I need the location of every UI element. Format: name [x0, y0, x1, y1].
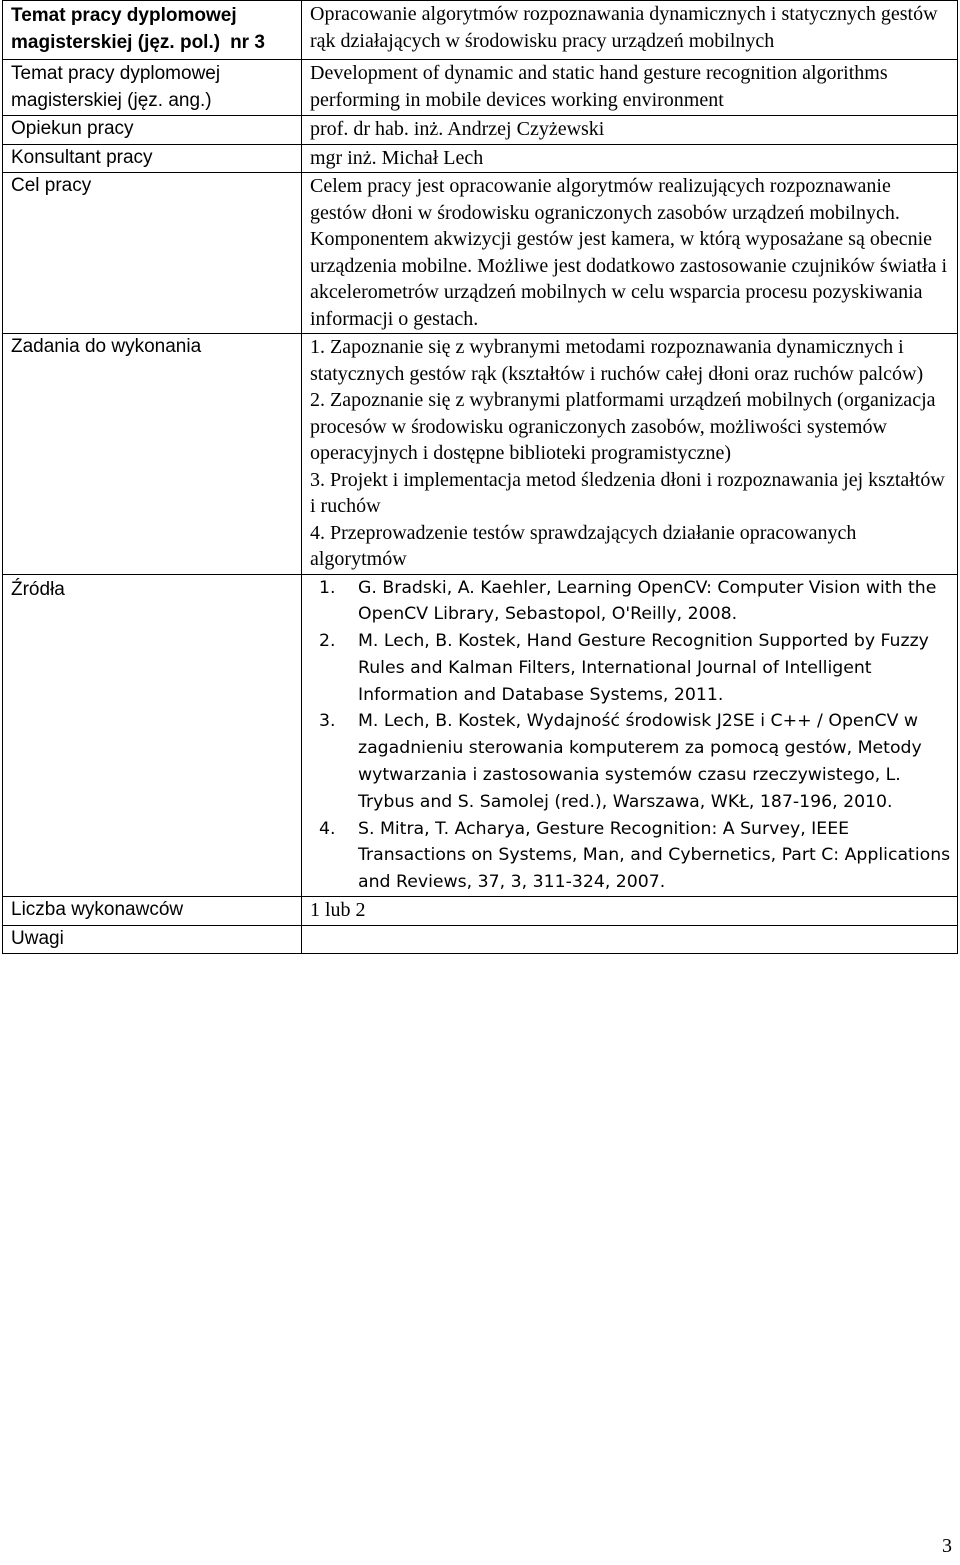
source-text: S. Mitra, T. Acharya, Gesture Recognition: A Survey, IEEE Transactions on Systems, Man, and Cybernetics, Part C: Applications and Reviews, 37, 3, 311-324, 2007.: [358, 818, 951, 893]
label-consultant: Konsultant pracy: [3, 144, 302, 173]
label-topic-en: Temat pracy dyplomowej magisterskiej (jęz. ang.): [3, 60, 302, 116]
source-text: M. Lech, B. Kostek, Wydajność środowisk J2SE i C++ / OpenCV w zagadnieniu sterowania komputerem za pomocą gestów, Metody wytwarzania i zastosowania systemów czasu rzeczywistego, L. Trybus and S. Samolej (red.), Warszawa, WKŁ, 187-196, 2010.: [358, 711, 922, 812]
label-tasks: Zadania do wykonania: [3, 334, 302, 575]
value-tasks: [302, 334, 958, 575]
task-item: 2. Zapoznanie się z wybranymi platformami urządzeń mobilnych (organizacja procesów w środowisku ograniczonych zasobów, możliwości systemów operacyjnych i dostępne biblioteki programistyczne): [310, 389, 936, 464]
row-authors-count: [3, 897, 958, 926]
source-text: G. Bradski, A. Kaehler, Learning OpenCV: Computer Vision with the OpenCV Library, Sebastopol, O'Reilly, 2008.: [358, 577, 937, 625]
source-number: 3.: [319, 711, 336, 732]
row-supervisor: [3, 116, 958, 145]
row-topic-pl: [3, 1, 958, 60]
label-authors-count: Liczba wykonawców: [3, 897, 302, 926]
label-goal: Cel pracy: [3, 173, 302, 334]
row-topic-en: [3, 60, 958, 116]
source-item: [310, 816, 951, 896]
value-supervisor: prof. dr hab. inż. Andrzej Czyżewski: [302, 116, 958, 145]
task-item: 3. Projekt i implementacja metod śledzenia dłoni i rozpoznawania jej kształtów i ruchów: [310, 468, 945, 517]
label-topic-pl: [3, 1, 302, 60]
label-notes: Uwagi: [3, 925, 302, 954]
value-goal: Celem pracy jest opracowanie algorytmów realizujących rozpoznawanie gestów dłoni w środowisku ograniczonych zasobów urządzeń mobilnych. Komponentem akwizycji gestów jest kamera, w którą wyposażane są obecnie urządzenia mobilne. Możliwe jest dodatkowo zastosowanie czujników światła i akcelerometrów urządzeń mobilnych w celu wsparcia procesu pozyskiwania informacji o gestach.: [302, 173, 958, 334]
row-tasks: [3, 334, 958, 575]
row-goal: [3, 173, 958, 334]
label-sources: Źródła: [3, 574, 302, 897]
source-number: 4.: [319, 818, 336, 839]
source-item: [310, 575, 951, 629]
value-consultant: mgr inż. Michał Lech: [302, 144, 958, 173]
label-topic-pl-text: Temat pracy dyplomowej magisterskiej (jęz. pol.): [11, 5, 237, 53]
row-consultant: [3, 144, 958, 173]
row-sources: [3, 574, 958, 897]
value-topic-en: Development of dynamic and static hand gesture recognition algorithms performing in mobile devices working environment: [302, 60, 958, 116]
value-notes: [302, 925, 958, 954]
value-sources: [302, 574, 958, 897]
label-supervisor: Opiekun pracy: [3, 116, 302, 145]
thesis-topic-table: [2, 0, 958, 954]
task-item: 4. Przeprowadzenie testów sprawdzających działanie opracowanych algorytmów: [310, 521, 857, 570]
sources-list: [310, 575, 951, 897]
row-notes: [3, 925, 958, 954]
value-topic-pl: Opracowanie algorytmów rozpoznawania dynamicznych i statycznych gestów rąk działających w środowisku pracy urządzeń mobilnych: [302, 1, 958, 60]
source-number: 1.: [319, 577, 336, 598]
source-item: [310, 708, 951, 815]
value-authors-count: 1 lub 2: [302, 897, 958, 926]
source-item: [310, 628, 951, 708]
source-text: M. Lech, B. Kostek, Hand Gesture Recognition Supported by Fuzzy Rules and Kalman Filters, International Journal of Intelligent Information and Database Systems, 2011.: [358, 631, 929, 705]
source-number: 2.: [319, 631, 336, 652]
topic-number: nr 3: [230, 31, 265, 53]
task-item: 1. Zapoznanie się z wybranymi metodami rozpoznawania dynamicznych i statycznych gestów rąk (kształtów i ruchów całej dłoni oraz ruchów palców): [310, 336, 924, 385]
page-number: 3: [942, 1535, 952, 1557]
